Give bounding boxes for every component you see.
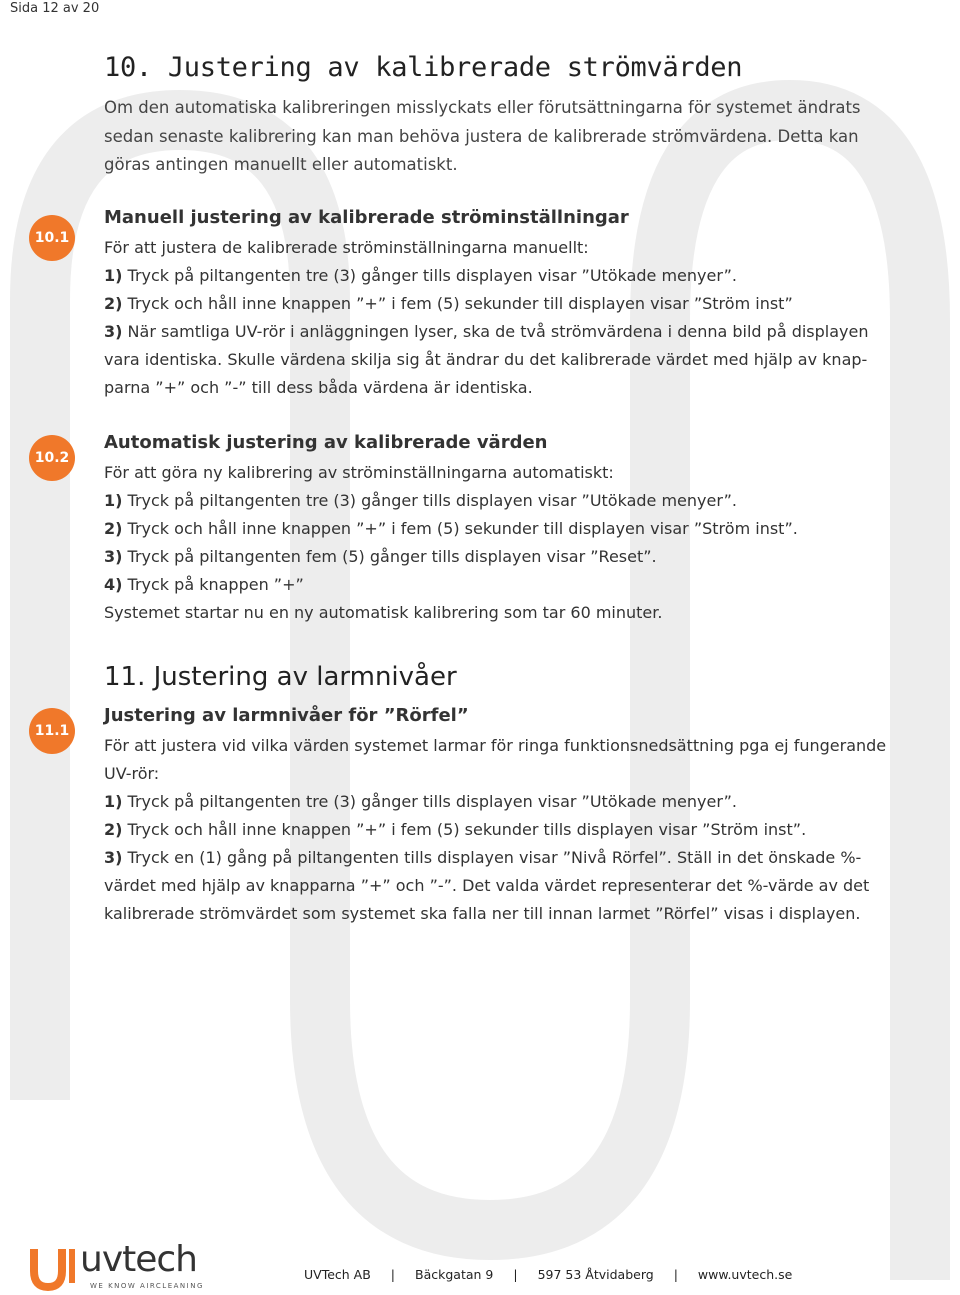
step-item: 2) Tryck och håll inne knappen ”+” i fem (5) sekunder till displayen visar ”Ström inst” [104, 294, 793, 313]
step-item: 4) Tryck på knappen ”+” [104, 575, 304, 594]
footer-postal: 597 53 Åtvidaberg [537, 1267, 654, 1282]
subsection-10-2-heading: Automatisk justering av kalibrerade värden [104, 432, 548, 453]
step-item: 2) Tryck och håll inne knappen ”+” i fem (5) sekunder tills displayen visar ”Ström inst”. [104, 820, 807, 839]
subsection-11-1-body [104, 732, 894, 928]
section-number-badge-10-1: 10.1 [29, 215, 75, 261]
subsection-10-1-heading: Manuell justering av kalibrerade ströminställningar [104, 207, 629, 228]
subsection-10-2-lead: För att göra ny kalibrering av ströminställningarna automatiskt: [104, 463, 614, 482]
footer-company: UVTech AB [304, 1267, 371, 1282]
subsection-11-1-heading: Justering av larmnivåer för ”Rörfel” [104, 705, 469, 726]
step-item: 1) Tryck på piltangenten tre (3) gånger tills displayen visar ”Utökade menyer”. [104, 792, 737, 811]
step-item: 2) Tryck och håll inne knappen ”+” i fem (5) sekunder till displayen visar ”Ström inst”. [104, 519, 798, 538]
section-11-title: 11. Justering av larmnivåer [104, 662, 457, 692]
section-number-badge-10-2: 10.2 [29, 435, 75, 481]
step-item: 1) Tryck på piltangenten tre (3) gånger tills displayen visar ”Utökade menyer”. [104, 491, 737, 510]
uvtech-logo-tagline: WE KNOW AIRCLEANING [90, 1282, 204, 1290]
footer-address: Bäckgatan 9 [415, 1267, 494, 1282]
step-item: 3) Tryck en (1) gång på piltangenten tills displayen visar ”Nivå Rörfel”. Ställ in det önskade %-värdet med hjälp av knapparna ”+” och ”-”. Det valda värdet representerar det %-värde av det kalibrerade strömvärdet som systemet ska falla ner till innan larmet ”Rörfel” visas i displayen. [104, 848, 870, 923]
step-item: 3) När samtliga UV-rör i anläggningen lyser, ska de två strömvärdena i denna bild på displayen vara identiska. Skulle värdena skilja sig åt ändrar du det kalibrerade värdet med hjälp av knap-parna ”+” och ”-” till dess båda värdena är identiska. [104, 322, 869, 397]
page-number-label: Sida 12 av 20 [10, 1, 100, 16]
subsection-10-1-lead: För att justera de kalibrerade ströminställningarna manuellt: [104, 238, 589, 257]
subsection-10-2-body [104, 459, 879, 627]
section-10-title: 10. Justering av kalibrerade strömvärden [104, 52, 743, 83]
step-item: 1) Tryck på piltangenten tre (3) gånger tills displayen visar ”Utökade menyer”. [104, 266, 737, 285]
subsection-11-1-lead: För att justera vid vilka värden systemet larmar för ringa funktionsnedsättning pga ej fungerande UV-rör: [104, 736, 887, 783]
footer-website-link[interactable]: www.uvtech.se [697, 1267, 793, 1282]
uvtech-logo-wordmark: uvtech [80, 1239, 197, 1280]
section-number-badge-11-1: 11.1 [29, 708, 75, 754]
uvtech-logo [28, 1239, 228, 1293]
subsection-10-2-closing: Systemet startar nu en ny automatisk kalibrering som tar 60 minuter. [104, 603, 663, 622]
section-10-intro: Om den automatiska kalibreringen misslyckats eller förutsättningarna för systemet ändrats sedan senaste kalibrering kan man behöva justera de kalibrerade strömvärdena. Detta kan göras antingen manuellt eller automatiskt. [104, 98, 861, 174]
footer-contact [304, 1267, 802, 1282]
footer-separator: | [390, 1267, 396, 1282]
footer-separator: | [673, 1267, 678, 1282]
subsection-10-1-body [104, 234, 879, 402]
step-item: 3) Tryck på piltangenten fem (5) gånger tills displayen visar ”Reset”. [104, 547, 657, 566]
footer-separator: | [513, 1267, 518, 1282]
